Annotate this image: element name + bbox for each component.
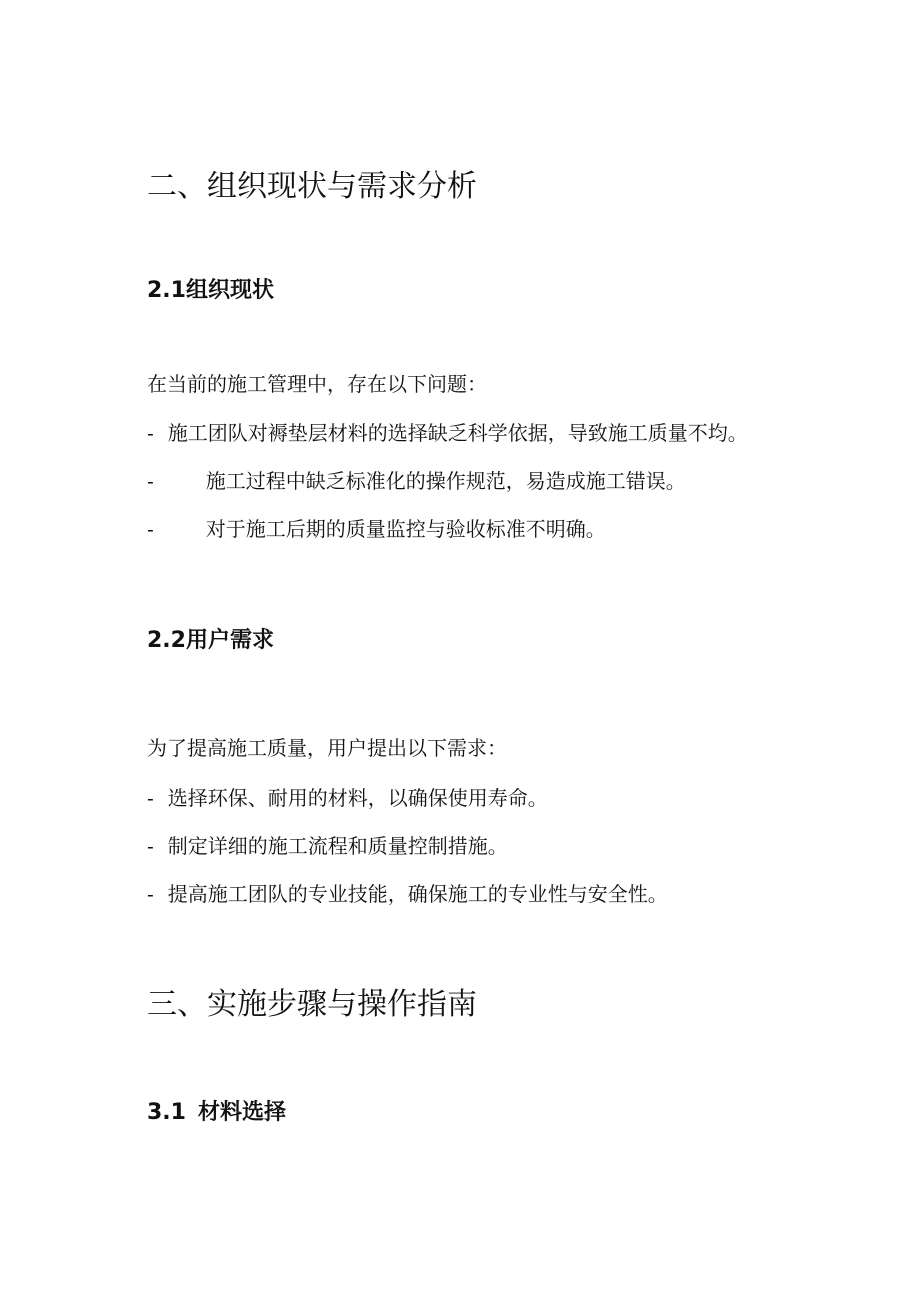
- problem-list-item: [147, 466, 686, 496]
- subsection-number: 3.1: [147, 1100, 186, 1125]
- requirement-list-item: [147, 879, 668, 909]
- list-dash: -: [147, 882, 154, 906]
- subsection-2-2-intro: 为了提高施工质量，用户提出以下需求：: [147, 736, 507, 760]
- section-3-heading: 三、实施步骤与操作指南: [147, 987, 477, 1022]
- subsection-2-1-intro: 在当前的施工管理中，存在以下问题：: [147, 372, 487, 396]
- list-dash: -: [147, 786, 154, 810]
- section-2-heading: 二、组织现状与需求分析: [147, 169, 477, 204]
- list-item-text: 制定详细的施工流程和质量控制措施。: [167, 834, 508, 858]
- subsection-title: 材料选择: [197, 1100, 286, 1125]
- list-item-text: 施工过程中缺乏标准化的操作规范，易造成施工错误。: [205, 469, 686, 493]
- list-dash: -: [147, 421, 154, 445]
- list-dash: -: [147, 834, 154, 858]
- requirement-list-item: [147, 831, 508, 861]
- list-dash: -: [147, 517, 154, 541]
- subsection-2-2-heading: 2.2用户需求: [147, 628, 274, 653]
- problem-list-item: [147, 514, 606, 544]
- list-item-text: 对于施工后期的质量监控与验收标准不明确。: [205, 517, 606, 541]
- subsection-2-1-heading: 2.1组织现状: [147, 278, 274, 303]
- subsection-3-1-heading: [147, 1098, 286, 1128]
- list-item-text: 施工团队对褥垫层材料的选择缺乏科学依据，导致施工质量不均。: [167, 421, 748, 445]
- list-dash: -: [147, 469, 154, 493]
- problem-list-item: [147, 418, 748, 448]
- list-item-text: 提高施工团队的专业技能，确保施工的专业性与安全性。: [167, 882, 668, 906]
- list-item-text: 选择环保、耐用的材料，以确保使用寿命。: [167, 786, 548, 810]
- requirement-list-item: [147, 783, 548, 813]
